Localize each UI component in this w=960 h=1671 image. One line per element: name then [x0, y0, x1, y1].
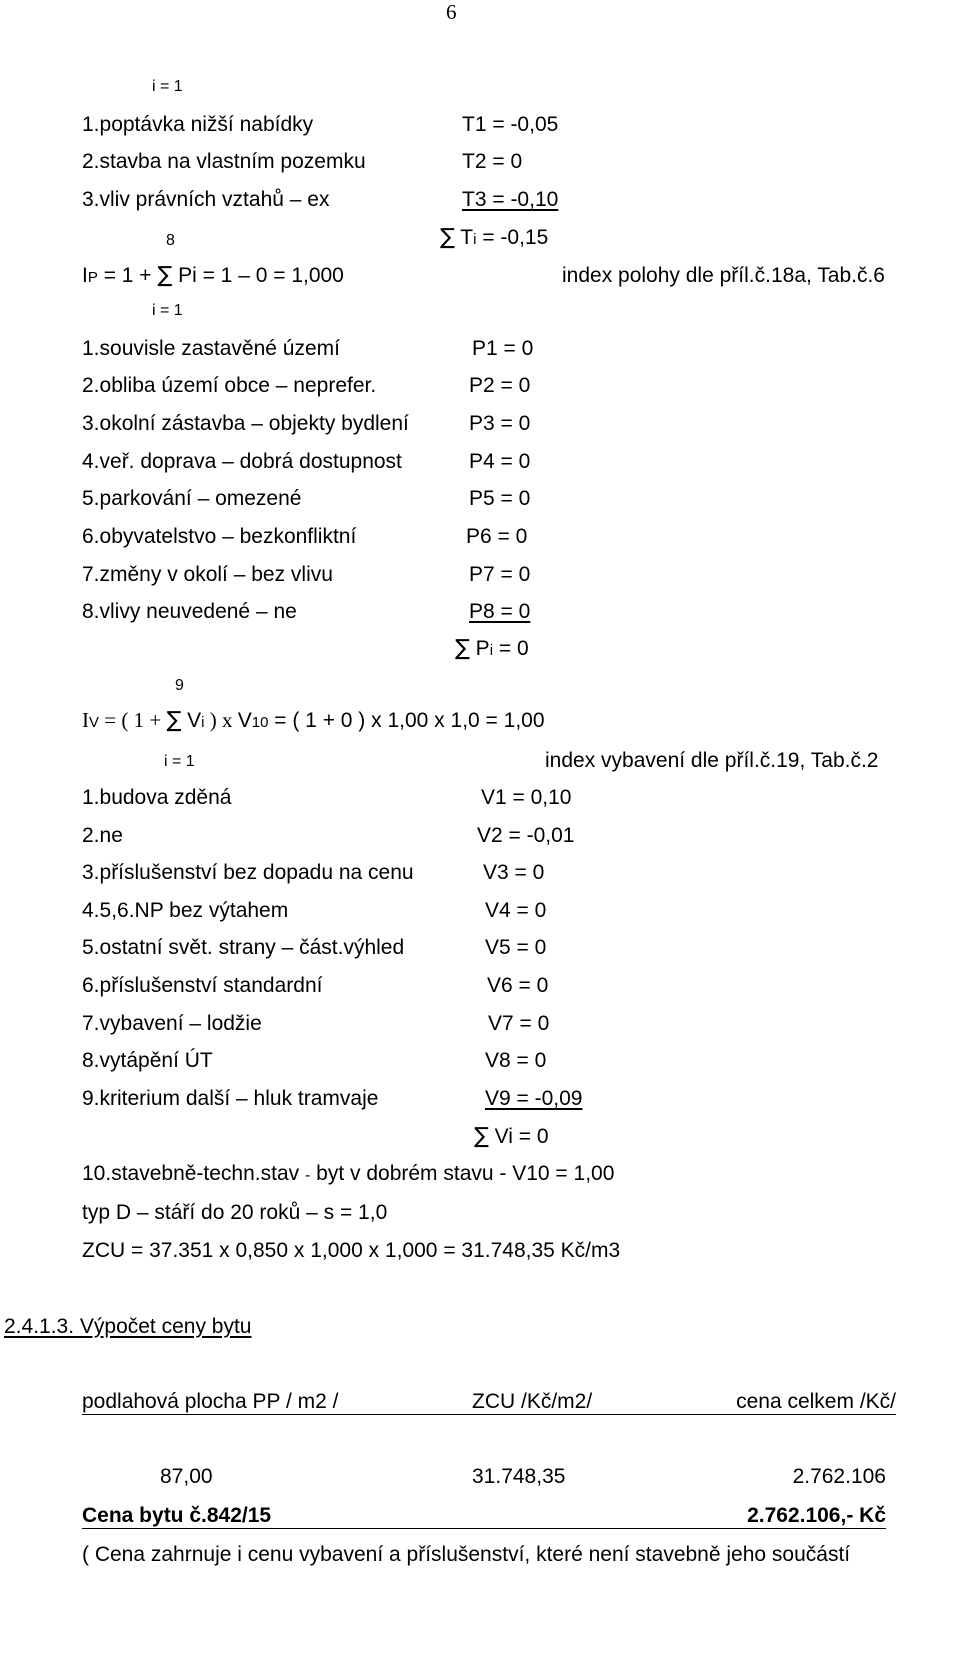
- header-underline: [82, 1414, 896, 1415]
- v-item-value: V6 = 0: [487, 974, 549, 997]
- v-item-label: 2.ne: [82, 824, 123, 847]
- v-item-value: V8 = 0: [485, 1049, 547, 1072]
- v-item-value: V5 = 0: [485, 936, 547, 959]
- sigma-icon: ∑: [474, 1124, 489, 1149]
- sigma-icon: ∑: [157, 263, 173, 288]
- formula-open: = ( 1 +: [99, 708, 167, 732]
- index-v-note: index vybavení dle příl.č.19, Tab.č.2: [545, 749, 879, 772]
- t-item-label: 3.vliv právních vztahů – ex: [82, 188, 330, 211]
- formula-var: V: [181, 709, 202, 732]
- p-sum-value: = 0: [493, 637, 529, 660]
- p-item-value: P5 = 0: [469, 487, 531, 510]
- zcu-line: ZCU = 37.351 x 0,850 x 1,000 x 1,000 = 31.748,35 Kč/m3: [82, 1239, 621, 1262]
- p-sum: [455, 638, 529, 660]
- v-sum-var: Vi: [494, 1125, 513, 1148]
- index-v-formula: [82, 710, 545, 732]
- sigma-icon: ∑: [455, 636, 470, 661]
- p-item-value: P3 = 0: [469, 412, 531, 435]
- total-underline: [82, 1528, 886, 1529]
- t-sum-var: T: [460, 226, 474, 249]
- v-item-value: V9 = -0,09: [485, 1087, 583, 1110]
- t-item-label: 2.stavba na vlastním pozemku: [82, 150, 366, 173]
- formula-i: I: [82, 708, 89, 732]
- v-item-label: 7.vybavení – lodžie: [82, 1012, 262, 1035]
- sum-lower-limit: i = 1: [164, 753, 195, 770]
- formula-var: Pi = 1 – 0 = 1,000: [172, 264, 344, 287]
- sum-upper-limit: 8: [166, 232, 175, 249]
- formula-v10: V: [237, 709, 252, 732]
- formula-v10-sub: 10: [251, 714, 269, 731]
- tech-state-dash: -: [304, 1167, 311, 1184]
- v-item-value: V1 = 0,10: [481, 786, 572, 809]
- v-item-label: 6.příslušenství standardní: [82, 974, 323, 997]
- v-item-label: 3.příslušenství bez dopadu na cenu: [82, 861, 414, 884]
- p-item-value: P4 = 0: [469, 450, 531, 473]
- formula-v-sub: V: [89, 714, 100, 731]
- p-item-value: P7 = 0: [469, 563, 531, 586]
- page-number: 6: [446, 0, 457, 24]
- section-heading: 2.4.1.3. Výpočet ceny bytu: [4, 1315, 252, 1338]
- tech-state-value: byt v dobrém stavu - V10 = 1,00: [310, 1162, 615, 1185]
- t-item-label: 1.poptávka nižší nabídky: [82, 113, 314, 136]
- sum-upper-limit: 9: [175, 677, 184, 694]
- formula-mult: ) x: [204, 708, 238, 732]
- p-item-label: 8.vlivy neuvedené – ne: [82, 600, 297, 623]
- sum-lower-limit: i = 1: [152, 78, 183, 95]
- index-p-formula: [82, 265, 344, 287]
- v-item-label: 5.ostatní svět. strany – část.výhled: [82, 936, 405, 959]
- p-item-value: P6 = 0: [466, 525, 528, 548]
- p-item-label: 1.souvisle zastavěné území: [82, 337, 340, 360]
- v-item-value: V2 = -0,01: [477, 824, 575, 847]
- formula-rest: = 1 +: [97, 264, 158, 287]
- v-item-label: 4.5,6.NP bez výtahem: [82, 899, 289, 922]
- formula-rest: = ( 1 + 0 ) x 1,00 x 1,0 = 1,00: [268, 709, 545, 732]
- p-item-label: 3.okolní zástavba – objekty bydlení: [82, 412, 409, 435]
- v-sum: [474, 1126, 549, 1148]
- p-item-label: 5.parkování – omezené: [82, 487, 302, 510]
- col-header-zcu: ZCU /Kč/m2/: [472, 1390, 593, 1413]
- t-item-value: T1 = -0,05: [462, 113, 559, 136]
- sigma-icon: ∑: [166, 708, 182, 733]
- formula-p-sub: P: [87, 269, 98, 286]
- v-item-value: V4 = 0: [485, 899, 547, 922]
- t-sum: [440, 227, 548, 249]
- sum-lower-limit: i = 1: [152, 302, 183, 319]
- col-header-area: podlahová plocha PP / m2 /: [82, 1390, 339, 1413]
- p-item-value: P8 = 0: [469, 600, 531, 623]
- p-item-value: P2 = 0: [469, 374, 531, 397]
- p-item-label: 4.veř. doprava – dobrá dostupnost: [82, 450, 402, 473]
- t-item-value: T3 = -0,10: [462, 188, 559, 211]
- footnote: ( Cena zahrnuje i cenu vybavení a příslušenství, které není stavebně jeho součástí: [82, 1543, 851, 1566]
- v-item-label: 1.budova zděná: [82, 786, 232, 809]
- total-label: Cena bytu č.842/15: [82, 1504, 272, 1527]
- t-item-value: T2 = 0: [462, 150, 523, 173]
- t-sum-value: = -0,15: [482, 226, 549, 249]
- p-sum-sub: i: [489, 642, 494, 659]
- age-line: typ D – stáří do 20 roků – s = 1,0: [82, 1201, 388, 1224]
- row-zcu: 31.748,35: [472, 1465, 566, 1488]
- row-total: 2.762.106: [792, 1465, 886, 1488]
- v-item-label: 9.kriterium další – hluk tramvaje: [82, 1087, 379, 1110]
- v-sum-value: = 0: [512, 1125, 549, 1148]
- t-sum-sub: i: [473, 231, 477, 248]
- v-item-value: V7 = 0: [488, 1012, 550, 1035]
- formula-var-sub: i: [201, 714, 205, 731]
- sigma-icon: ∑: [440, 225, 455, 250]
- formula-i: I: [82, 264, 88, 287]
- p-item-value: P1 = 0: [472, 337, 534, 360]
- index-p-note: index polohy dle příl.č.18a, Tab.č.6: [562, 264, 885, 287]
- v-item-label: 8.vytápění ÚT: [82, 1049, 213, 1072]
- row-area: 87,00: [160, 1465, 213, 1488]
- tech-state-line: [82, 1163, 614, 1184]
- tech-state-label: 10.stavebně-techn.stav: [82, 1162, 305, 1185]
- v-item-value: V3 = 0: [483, 861, 545, 884]
- total-value: 2.762.106,- Kč: [747, 1504, 886, 1527]
- p-item-label: 7.změny v okolí – bez vlivu: [82, 563, 333, 586]
- p-item-label: 2.obliba území obce – neprefer.: [82, 374, 377, 397]
- p-sum-var: P: [475, 637, 490, 660]
- col-header-total: cena celkem /Kč/: [736, 1390, 896, 1413]
- p-item-label: 6.obyvatelstvo – bezkonfliktní: [82, 525, 357, 548]
